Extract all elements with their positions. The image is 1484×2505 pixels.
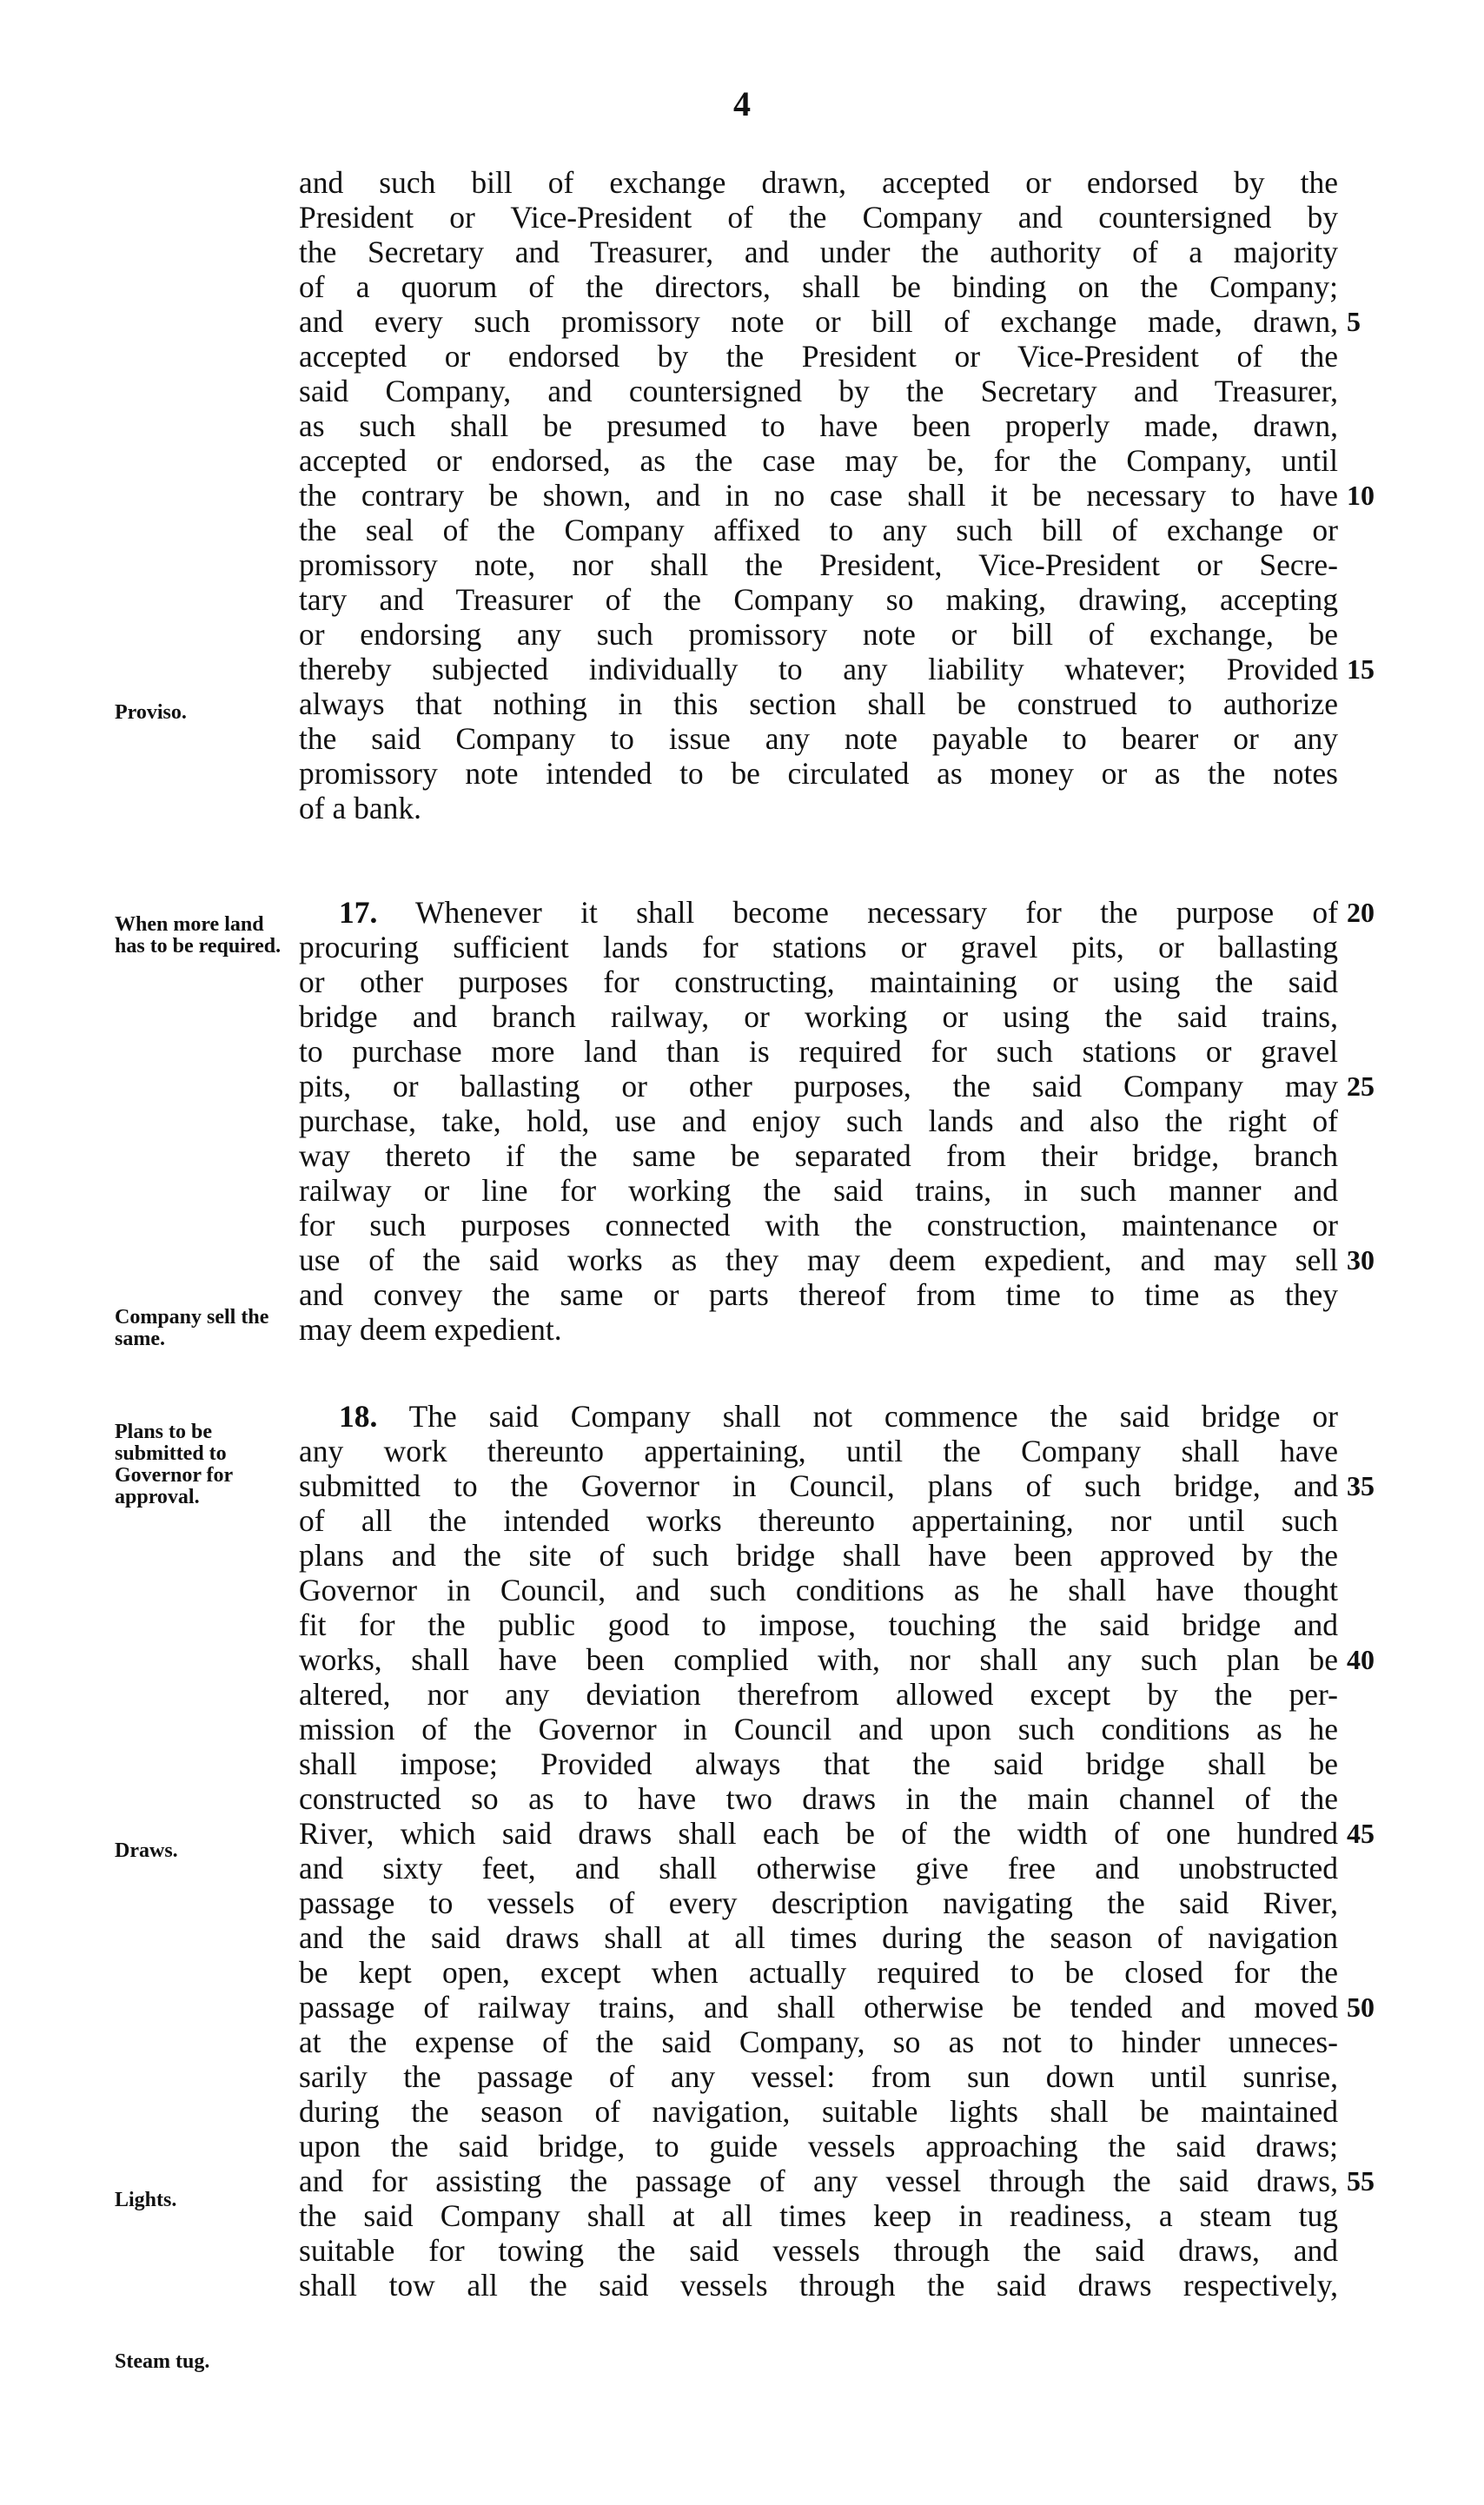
line-number: 5 bbox=[1347, 306, 1361, 337]
line-number: 35 bbox=[1347, 1470, 1375, 1501]
text-line: at the expense of the said Company, so as not to hinder unneces- bbox=[299, 2025, 1338, 2059]
text-line: suitable for towing the said vessels through the said draws, and bbox=[299, 2233, 1338, 2268]
text-line: The said Company shall not commence the said bridge or bbox=[408, 1399, 1339, 1434]
marginal-note-lights: Lights. bbox=[115, 2189, 177, 2211]
text-line: upon the said bridge, to guide vessels approaching the said draws; bbox=[299, 2129, 1338, 2164]
text-line: of a quorum of the directors, shall be binding on the Company; bbox=[299, 269, 1338, 304]
text-line: and for assisting the passage of any vessel through the said draws, bbox=[299, 2164, 1338, 2198]
text-line: mission of the Governor in Council and upon such conditions as he bbox=[299, 1712, 1338, 1746]
page-number: 4 bbox=[733, 84, 751, 123]
section-number: 18. bbox=[339, 1399, 378, 1434]
text-line: and sixty feet, and shall otherwise give free and unobstructed bbox=[299, 1851, 1338, 1885]
text-line: constructed so as to have two draws in the main channel of the bbox=[299, 1781, 1338, 1816]
text-line: Governor in Council, and such conditions as he shall have thought bbox=[299, 1573, 1338, 1607]
line-number: 30 bbox=[1347, 1244, 1375, 1276]
text-line: bridge and branch railway, or working or using the said trains, bbox=[299, 999, 1338, 1034]
line-number: 15 bbox=[1347, 653, 1375, 685]
text-line: and such bill of exchange drawn, accepted or endorsed by the bbox=[299, 165, 1338, 200]
text-line: promissory note, nor shall the President, Vice-President or Secre- bbox=[299, 547, 1338, 582]
text-line: fit for the public good to impose, touching the said bridge and bbox=[299, 1607, 1338, 1642]
marginal-note-plans: Plans to be submitted to Governor for approval. bbox=[115, 1421, 233, 1508]
line-number: 20 bbox=[1347, 897, 1375, 928]
marginal-note-company-sell: Company sell the same. bbox=[115, 1306, 269, 1350]
text-line: the said Company shall at all times keep in readiness, a steam tug bbox=[299, 2198, 1338, 2233]
marginal-note-steam-tug: Steam tug. bbox=[115, 2350, 210, 2373]
text-line: altered, nor any deviation therefrom allowed except by the per- bbox=[299, 1677, 1338, 1712]
text-line: passage to vessels of every description navigating the said River, bbox=[299, 1885, 1338, 1920]
line-number: 25 bbox=[1347, 1070, 1375, 1102]
text-line: tary and Treasurer of the Company so making, drawing, accepting bbox=[299, 582, 1338, 617]
line-number: 45 bbox=[1347, 1818, 1375, 1849]
text-line: Whenever it shall become necessary for the purpose of bbox=[415, 895, 1339, 930]
text-line: of all the intended works thereunto appertaining, nor until such bbox=[299, 1503, 1338, 1538]
text-line: accepted or endorsed by the President or Vice-President of the bbox=[299, 339, 1338, 374]
text-line: or other purposes for constructing, maintaining or using the said bbox=[299, 964, 1338, 999]
text-line: pits, or ballasting or other purposes, the said Company may bbox=[299, 1069, 1338, 1103]
text-line: railway or line for working the said trains, in such manner and bbox=[299, 1173, 1338, 1208]
text-line: River, which said draws shall each be of the width of one hundred bbox=[299, 1816, 1338, 1851]
text-line: the contrary be shown, and in no case shall it be necessary to have bbox=[299, 478, 1338, 513]
text-line: use of the said works as they may deem expedient, and may sell bbox=[299, 1243, 1338, 1277]
text-line bbox=[299, 2303, 1338, 2337]
text-line: may deem expedient. bbox=[299, 1312, 562, 1347]
text-line: procuring sufficient lands for stations or gravel pits, or ballasting bbox=[299, 930, 1338, 964]
marginal-note-proviso: Proviso. bbox=[115, 701, 187, 724]
text-line: thereby subjected individually to any liability whatever; Provided bbox=[299, 652, 1338, 686]
text-line: the said Company to issue any note payable to bearer or any bbox=[299, 721, 1338, 756]
marginal-note-when-more-land: When more land has to be required. bbox=[115, 913, 282, 958]
text-line: said Company, and countersigned by the Secretary and Treasurer, bbox=[299, 374, 1338, 408]
text-line: purchase, take, hold, use and enjoy such lands and also the right of bbox=[299, 1103, 1338, 1138]
line-number: 40 bbox=[1347, 1644, 1375, 1675]
text-line: as such shall be presumed to have been properly made, drawn, bbox=[299, 408, 1338, 443]
line-number: 55 bbox=[1347, 2165, 1375, 2197]
line-number: 10 bbox=[1347, 480, 1375, 511]
section-17-first-line bbox=[339, 895, 1338, 930]
text-line: the seal of the Company affixed to any such bill of exchange or bbox=[299, 513, 1338, 547]
text-line: always that nothing in this section shall be construed to authorize bbox=[299, 686, 1338, 721]
text-line: of a bank. bbox=[299, 791, 421, 825]
text-line: for such purposes connected with the construction, maintenance or bbox=[299, 1208, 1338, 1243]
text-line: passage of railway trains, and shall otherwise be tended and moved bbox=[299, 1990, 1338, 2025]
text-line: during the season of navigation, suitable lights shall be maintained bbox=[299, 2094, 1338, 2129]
text-line: to purchase more land than is required for such stations or gravel bbox=[299, 1034, 1338, 1069]
text-line: and every such promissory note or bill of exchange made, drawn, bbox=[299, 304, 1338, 339]
text-line: and the said draws shall at all times during the season of navigation bbox=[299, 1920, 1338, 1955]
text-line: President or Vice-President of the Company and countersigned by bbox=[299, 200, 1338, 235]
text-line: be kept open, except when actually required to be closed for the bbox=[299, 1955, 1338, 1990]
marginal-note-draws: Draws. bbox=[115, 1839, 178, 1862]
text-line: promissory note intended to be circulated as money or as the notes bbox=[299, 756, 1338, 791]
text-line: shall tow all the said vessels through the said draws respectively, bbox=[299, 2268, 1338, 2303]
line-number: 50 bbox=[1347, 1991, 1375, 2023]
text-line: way thereto if the same be separated from their bridge, branch bbox=[299, 1138, 1338, 1173]
text-line: the Secretary and Treasurer, and under the authority of a majority bbox=[299, 235, 1338, 269]
text-line: works, shall have been complied with, nor shall any such plan be bbox=[299, 1642, 1338, 1677]
text-line: submitted to the Governor in Council, plans of such bridge, and bbox=[299, 1468, 1338, 1503]
text-line: and convey the same or parts thereof from time to time as they bbox=[299, 1277, 1338, 1312]
text-line: shall impose; Provided always that the said bridge shall be bbox=[299, 1746, 1338, 1781]
text-line: or endorsing any such promissory note or bill of exchange, be bbox=[299, 617, 1338, 652]
text-line: plans and the site of such bridge shall have been approved by the bbox=[299, 1538, 1338, 1573]
text-line: sarily the passage of any vessel: from sun down until sunrise, bbox=[299, 2059, 1338, 2094]
section-number: 17. bbox=[339, 895, 378, 930]
text-line: accepted or endorsed, as the case may be, for the Company, until bbox=[299, 443, 1338, 478]
text-line: any work thereunto appertaining, until the Company shall have bbox=[299, 1434, 1338, 1468]
section-18-first-line bbox=[339, 1399, 1338, 1434]
